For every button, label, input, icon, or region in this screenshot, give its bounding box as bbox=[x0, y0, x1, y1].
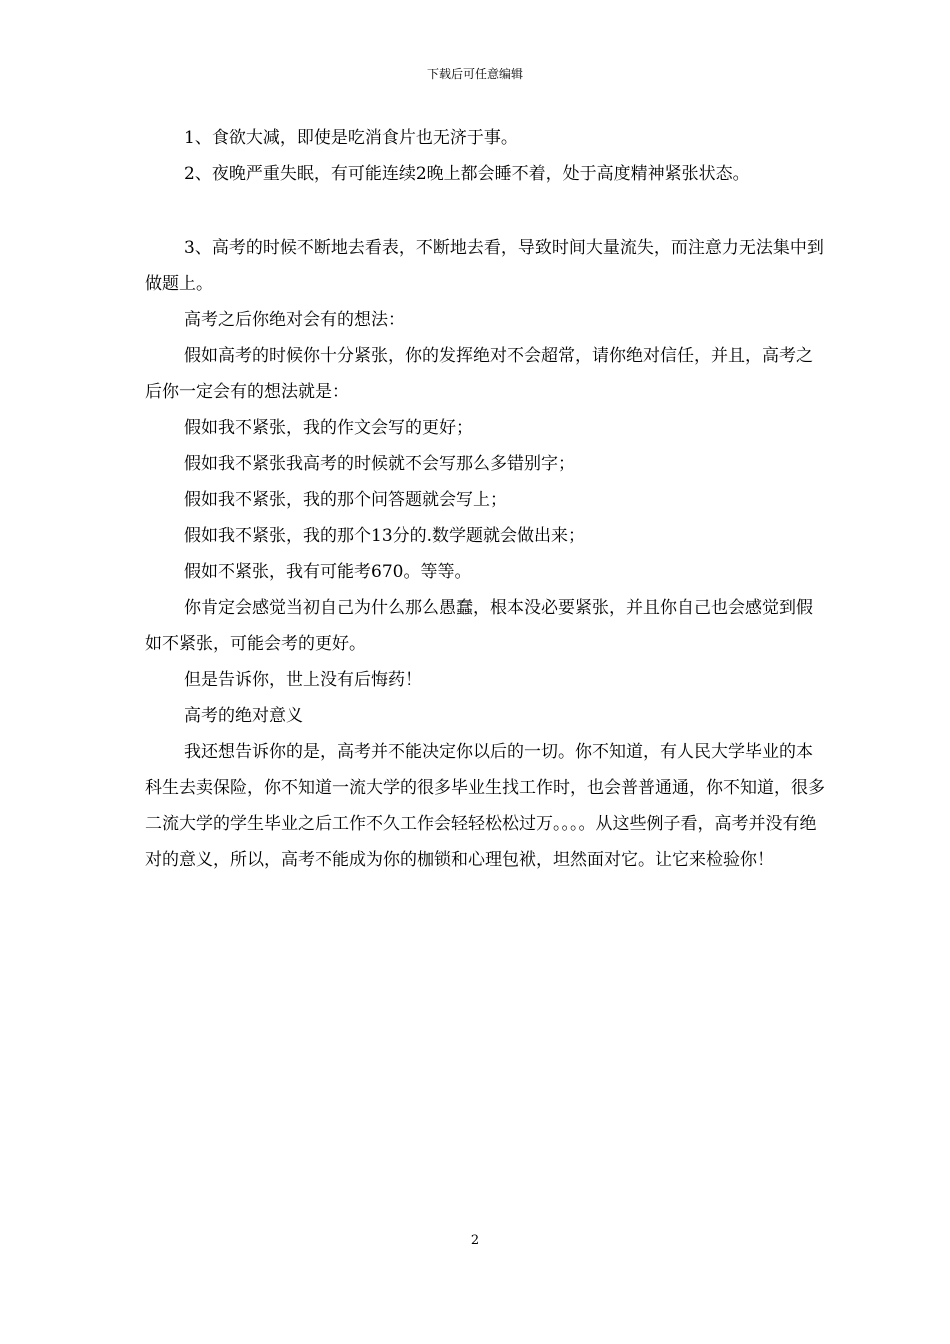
paragraph-gap bbox=[145, 192, 825, 230]
paragraph-7: 假如我不紧张我高考的时候就不会写那么多错别字； bbox=[184, 454, 575, 474]
section-heading: 高考的绝对意义 bbox=[184, 706, 303, 726]
paragraph-4: 高考之后你绝对会有的想法： bbox=[184, 310, 405, 330]
paragraph-2: 2、夜晚严重失眠，有可能连续2晚上都会睡不着，处于高度精神紧张状态。 bbox=[184, 164, 750, 184]
paragraph-11: 你肯定会感觉当初自己为什么那么愚蠢，根本没必要紧张，并且你自己也会感觉到假如不紧张，可能会考的更好。 bbox=[145, 598, 813, 654]
document-body bbox=[145, 120, 825, 878]
paragraph-5: 假如高考的时候你十分紧张，你的发挥绝对不会超常，请你绝对信任，并且，高考之后你一定会有的想法就是： bbox=[145, 346, 813, 402]
page-number: 2 bbox=[470, 1233, 480, 1248]
paragraph-9: 假如我不紧张，我的那个13分的.数学题就会做出来； bbox=[184, 526, 586, 546]
paragraph-8: 假如我不紧张，我的那个问答题就会写上； bbox=[184, 490, 507, 510]
paragraph-1: 1、食欲大减，即使是吃消食片也无济于事。 bbox=[184, 128, 518, 148]
paragraph-10: 假如不紧张，我有可能考670。等等。 bbox=[184, 562, 472, 582]
paragraph-3: 3、高考的时候不断地去看表，不断地去看，导致时间大量流失，而注意力无法集中到做题上。 bbox=[145, 238, 824, 294]
paragraph-12: 但是告诉你，世上没有后悔药！ bbox=[184, 670, 422, 690]
page-header: 下载后可任意编辑 bbox=[426, 67, 523, 81]
paragraph-14: 我还想告诉你的是，高考并不能决定你以后的一切。你不知道，有人民大学毕业的本科生去卖保险，你不知道一流大学的很多毕业生找工作时，也会普普通通，你不知道，很多二流大学的学生毕业之后工作不久工作会轻轻松松过万。。。。从这些例子看，高考并没有绝对的意义，所以，高考不能成为你的枷锁和心理包袱，坦然面对它。让它来检验你！ bbox=[145, 742, 825, 870]
paragraph-6: 假如我不紧张，我的作文会写的更好； bbox=[184, 418, 473, 438]
